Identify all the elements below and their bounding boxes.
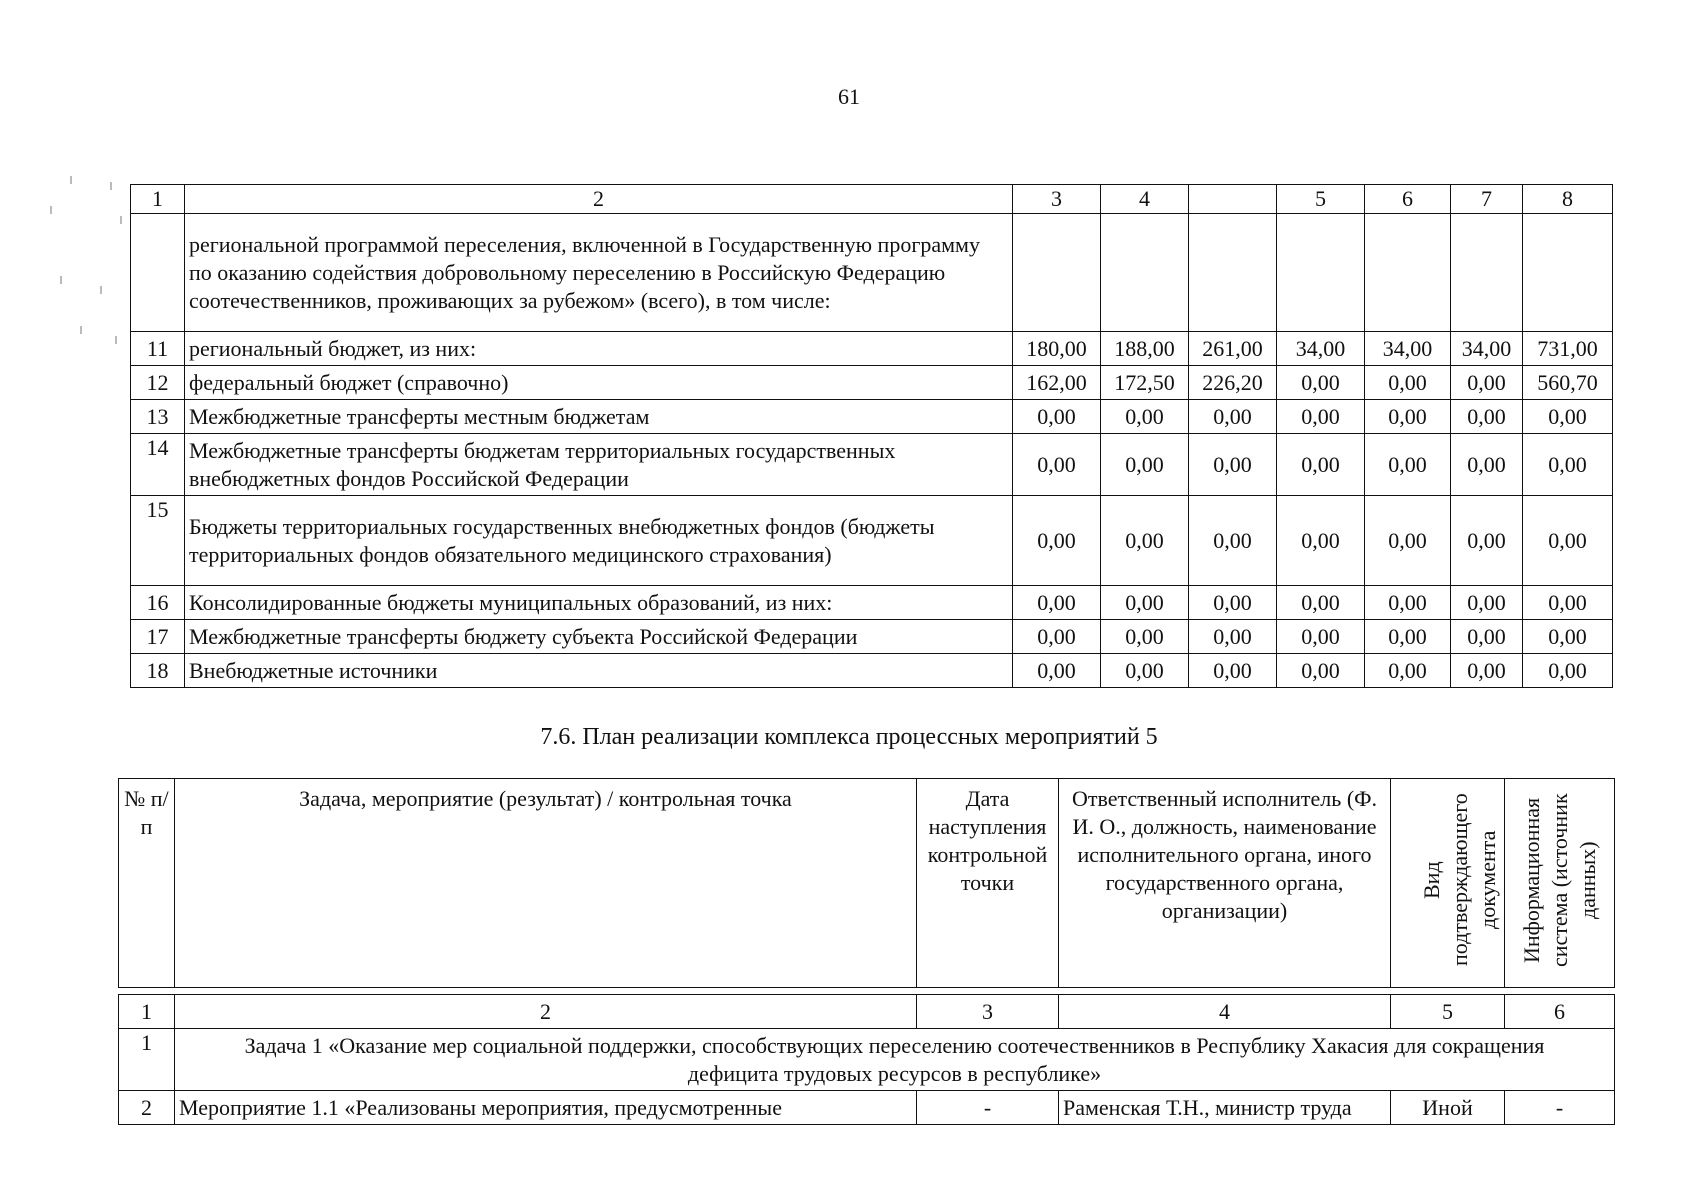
- cell-value: 0,00: [1101, 586, 1189, 620]
- scan-artifacts: [40, 176, 130, 376]
- row-name: Межбюджетные трансферты бюджетам территориальных государственных внебюджетных фондов Российской Федерации: [185, 434, 1013, 496]
- cell-value: 0,00: [1365, 620, 1451, 654]
- activity-date: -: [917, 1091, 1059, 1125]
- cell-value: 0,00: [1451, 366, 1523, 400]
- row-number: 12: [131, 366, 185, 400]
- cell-value: 0,00: [1101, 496, 1189, 586]
- row-name: федеральный бюджет (справочно): [185, 366, 1013, 400]
- cell-value: 0,00: [1013, 586, 1101, 620]
- column-numbers-row: [119, 995, 1615, 1029]
- cell-value: 0,00: [1013, 434, 1101, 496]
- cell-value: 0,00: [1451, 400, 1523, 434]
- row-number: [131, 214, 185, 332]
- activity-info-system: -: [1505, 1091, 1615, 1125]
- task-number: 1: [119, 1029, 175, 1091]
- cell-value: [1189, 214, 1277, 332]
- budget-col-3: 3: [1013, 185, 1101, 214]
- col-number: 4: [1059, 995, 1391, 1029]
- col-number: 5: [1391, 995, 1505, 1029]
- row-name: региональный бюджет, из них:: [185, 332, 1013, 366]
- row-number: 18: [131, 654, 185, 688]
- row-number: 17: [131, 620, 185, 654]
- table-row: [131, 654, 1613, 688]
- cell-value: [1523, 214, 1613, 332]
- row-name: региональной программой переселения, включенной в Государственную программу по оказанию содействия добровольному переселению в Российскую Федерацию соотечественников, проживающих за рубежом» (всего), в том числе:: [185, 214, 1013, 332]
- table-row: [131, 332, 1613, 366]
- row-name: Консолидированные бюджеты муниципальных образований, из них:: [185, 586, 1013, 620]
- budget-col-6: 6: [1365, 185, 1451, 214]
- cell-value: 0,00: [1101, 620, 1189, 654]
- activity-responsible: Раменская Т.Н., министр труда: [1059, 1091, 1391, 1125]
- row-number: 11: [131, 332, 185, 366]
- cell-value: 0,00: [1101, 654, 1189, 688]
- col-number: 2: [175, 995, 917, 1029]
- cell-value: 261,00: [1189, 332, 1277, 366]
- cell-value: 0,00: [1013, 654, 1101, 688]
- budget-col-8: 8: [1523, 185, 1613, 214]
- cell-value: 0,00: [1277, 654, 1365, 688]
- header-doc-type: [1391, 779, 1505, 988]
- table-row: [131, 366, 1613, 400]
- cell-value: 0,00: [1277, 400, 1365, 434]
- cell-value: 0,00: [1013, 620, 1101, 654]
- header-number: № п/п: [119, 779, 175, 988]
- cell-value: 0,00: [1365, 366, 1451, 400]
- cell-value: 0,00: [1277, 586, 1365, 620]
- cell-value: 0,00: [1365, 654, 1451, 688]
- table-row: [131, 434, 1613, 496]
- cell-value: 180,00: [1013, 332, 1101, 366]
- header-doc-type-text: Вид подтверждающего документа: [1418, 793, 1500, 966]
- budget-header-row: [131, 185, 1613, 214]
- cell-value: 0,00: [1101, 434, 1189, 496]
- cell-value: 226,20: [1189, 366, 1277, 400]
- task-row: [119, 1029, 1615, 1091]
- table-row: [131, 214, 1613, 332]
- cell-value: 34,00: [1277, 332, 1365, 366]
- cell-value: 162,00: [1013, 366, 1101, 400]
- cell-value: 0,00: [1189, 400, 1277, 434]
- cell-value: 0,00: [1365, 586, 1451, 620]
- budget-col-1: 1: [131, 185, 185, 214]
- row-name: Межбюджетные трансферты местным бюджетам: [185, 400, 1013, 434]
- section-title: 7.6. План реализации комплекса процессных мероприятий 5: [540, 724, 1158, 750]
- row-name: Внебюджетные источники: [185, 654, 1013, 688]
- table-row: [131, 496, 1613, 586]
- cell-value: 0,00: [1451, 620, 1523, 654]
- budget-col-4: 4: [1101, 185, 1189, 214]
- cell-value: 188,00: [1101, 332, 1189, 366]
- row-name: Межбюджетные трансферты бюджету субъекта Российской Федерации: [185, 620, 1013, 654]
- activity-doc-type: Иной: [1391, 1091, 1505, 1125]
- activity-text: Мероприятие 1.1 «Реализованы мероприятия, предусмотренные: [175, 1091, 917, 1125]
- header-responsible: Ответственный исполнитель (Ф. И. О., должность, наименование исполнительного органа, иного государственного органа, организации): [1059, 779, 1391, 988]
- header-date: Дата наступления контрольной точки: [917, 779, 1059, 988]
- cell-value: 0,00: [1451, 496, 1523, 586]
- row-number: 14: [131, 434, 185, 496]
- cell-value: 0,00: [1189, 434, 1277, 496]
- budget-table: [130, 184, 1613, 688]
- cell-value: 0,00: [1523, 434, 1613, 496]
- cell-value: 0,00: [1451, 654, 1523, 688]
- cell-value: 34,00: [1451, 332, 1523, 366]
- cell-value: 0,00: [1523, 654, 1613, 688]
- cell-value: 0,00: [1451, 586, 1523, 620]
- cell-value: 0,00: [1189, 496, 1277, 586]
- cell-value: [1277, 214, 1365, 332]
- cell-value: 560,70: [1523, 366, 1613, 400]
- table-row: [131, 620, 1613, 654]
- cell-value: 0,00: [1523, 620, 1613, 654]
- cell-value: [1365, 214, 1451, 332]
- row-number: 13: [131, 400, 185, 434]
- cell-value: 0,00: [1523, 586, 1613, 620]
- row-name: Бюджеты территориальных государственных внебюджетных фондов (бюджеты территориальных фондов обязательного медицинского страхования): [185, 496, 1013, 586]
- cell-value: 172,50: [1101, 366, 1189, 400]
- page-number: 61: [838, 84, 860, 109]
- cell-value: 0,00: [1189, 620, 1277, 654]
- plan-table-body: [118, 994, 1615, 1125]
- plan-table-header: [118, 778, 1615, 988]
- activity-number: 2: [119, 1091, 175, 1125]
- cell-value: 0,00: [1451, 434, 1523, 496]
- cell-value: 0,00: [1277, 496, 1365, 586]
- row-number: 15: [131, 496, 185, 586]
- col-number: 1: [119, 995, 175, 1029]
- header-info-system-text: Информационная система (источник данных): [1518, 792, 1600, 967]
- cell-value: 0,00: [1523, 400, 1613, 434]
- row-number: 16: [131, 586, 185, 620]
- budget-col-7: 7: [1451, 185, 1523, 214]
- cell-value: 0,00: [1013, 496, 1101, 586]
- budget-col-blank: [1189, 185, 1277, 214]
- cell-value: 34,00: [1365, 332, 1451, 366]
- cell-value: 0,00: [1277, 434, 1365, 496]
- cell-value: [1101, 214, 1189, 332]
- cell-value: 0,00: [1365, 400, 1451, 434]
- table-row: [131, 586, 1613, 620]
- cell-value: 0,00: [1365, 434, 1451, 496]
- cell-value: 0,00: [1365, 496, 1451, 586]
- task-text: Задача 1 «Оказание мер социальной поддержки, способствующих переселению соотечественников в Республику Хакасия для сокращения дефицита трудовых ресурсов в республике»: [175, 1029, 1615, 1091]
- header-task: Задача, мероприятие (результат) / контрольная точка: [175, 779, 917, 988]
- cell-value: 0,00: [1277, 620, 1365, 654]
- cell-value: [1013, 214, 1101, 332]
- header-info-system: [1505, 779, 1615, 988]
- cell-value: 0,00: [1189, 654, 1277, 688]
- cell-value: 0,00: [1189, 586, 1277, 620]
- cell-value: 0,00: [1013, 400, 1101, 434]
- col-number: 3: [917, 995, 1059, 1029]
- activity-row: [119, 1091, 1615, 1125]
- budget-col-2: 2: [185, 185, 1013, 214]
- cell-value: 0,00: [1277, 366, 1365, 400]
- col-number: 6: [1505, 995, 1615, 1029]
- cell-value: [1451, 214, 1523, 332]
- table-row: [131, 400, 1613, 434]
- budget-col-5: 5: [1277, 185, 1365, 214]
- cell-value: 0,00: [1101, 400, 1189, 434]
- cell-value: 731,00: [1523, 332, 1613, 366]
- cell-value: 0,00: [1523, 496, 1613, 586]
